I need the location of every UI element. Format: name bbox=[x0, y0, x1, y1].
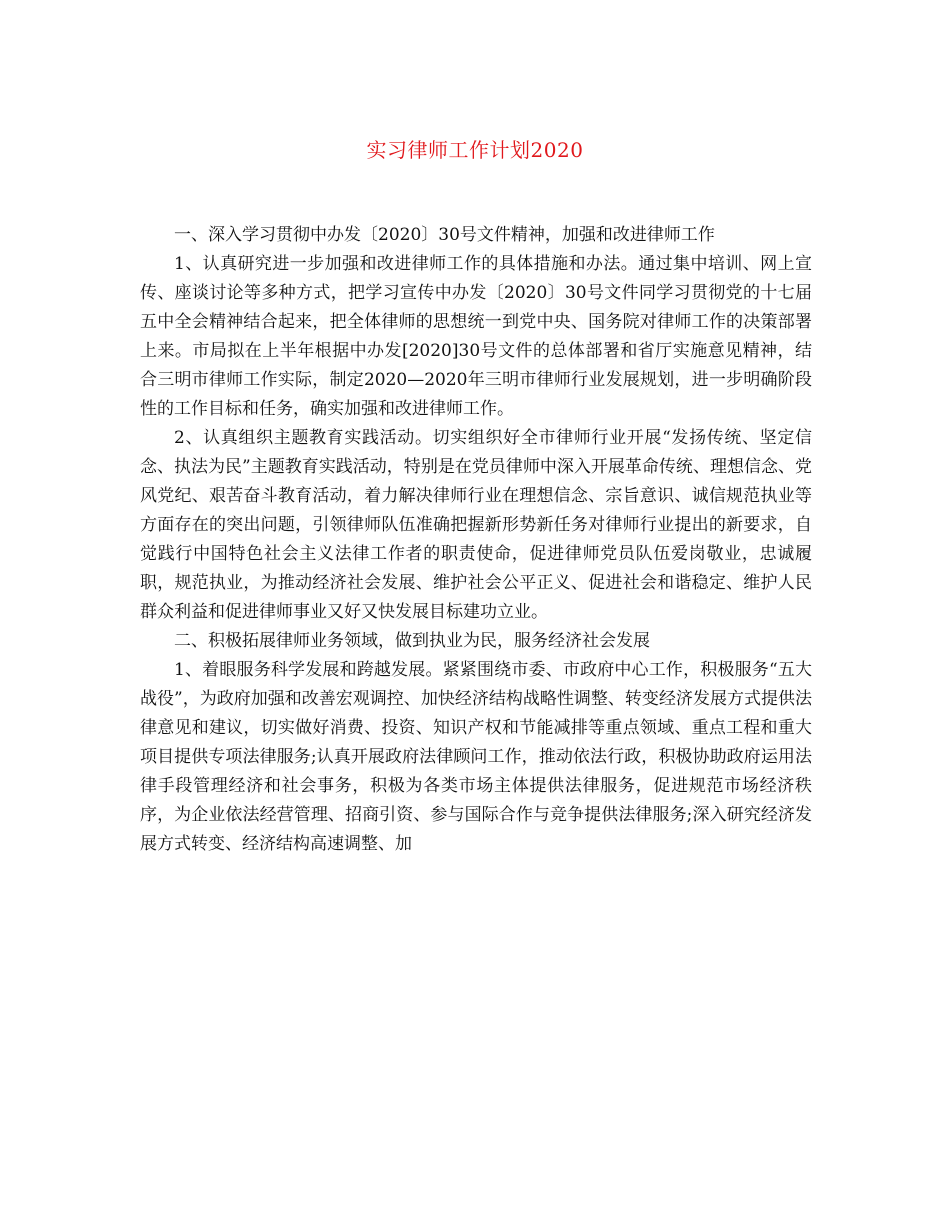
document-body bbox=[140, 221, 812, 859]
paragraph-2-1: 1、着眼服务科学发展和跨越发展。紧紧围绕市委、市政府中心工作，积极服务“五大战役”，为政府加强和改善宏观调控、加快经济结构战略性调整、转变经济发展方式提供法律意见和建议，切实做好消费、投资、知识产权和节能减排等重点领域、重点工程和重大项目提供专项法律服务;认真开展政府法律顾问工作，推动依法行政，积极协助政府运用法律手段管理经济和社会事务，积极为各类市场主体提供法律服务，促进规范市场经济秩序，为企业依法经营管理、招商引资、参与国际合作与竞争提供法律服务;深入研究经济发展方式转变、经济结构高速调整、加 bbox=[140, 660, 812, 854]
paragraph-1-2: 2、认真组织主题教育实践活动。切实组织好全市律师行业开展“发扬传统、坚定信念、执法为民”主题教育实践活动，特别是在党员律师中深入开展革命传统、理想信念、党风党纪、艰苦奋斗教育活动，着力解决律师行业在理想信念、宗旨意识、诚信规范执业等方面存在的突出问题，引领律师队伍准确把握新形势新任务对律师行业提出的新要求，自觉践行中国特色社会主义法律工作者的职责使命，促进律师党员队伍爱岗敬业，忠诚履职，规范执业，为推动经济社会发展、维护社会公平正义、促进社会和谐稳定、维护人民群众利益和促进律师事业又好又快发展目标建功立业。 bbox=[140, 428, 812, 622]
paragraph-1-1: 1、认真研究进一步加强和改进律师工作的具体措施和办法。通过集中培训、网上宣传、座谈讨论等多种方式，把学习宣传中办发〔2020〕30号文件同学习贯彻党的十七届五中全会精神结合起来，把全体律师的思想统一到党中央、国务院对律师工作的决策部署上来。市局拟在上半年根据中办发[2020]30号文件的总体部署和省厅实施意见精神，结合三明市律师工作实际，制定2020—2020年三明市律师行业发展规划，进一步明确阶段性的工作目标和任务，确实加强和改进律师工作。 bbox=[140, 254, 812, 419]
document-title: 实习律师工作计划2020 bbox=[366, 138, 584, 162]
section-heading-2: 二、积极拓展律师业务领域，做到执业为民，服务经济社会发展 bbox=[174, 631, 650, 651]
section-heading-1: 一、深入学习贯彻中办发〔2020〕30号文件精神，加强和改进律师工作 bbox=[174, 225, 715, 245]
